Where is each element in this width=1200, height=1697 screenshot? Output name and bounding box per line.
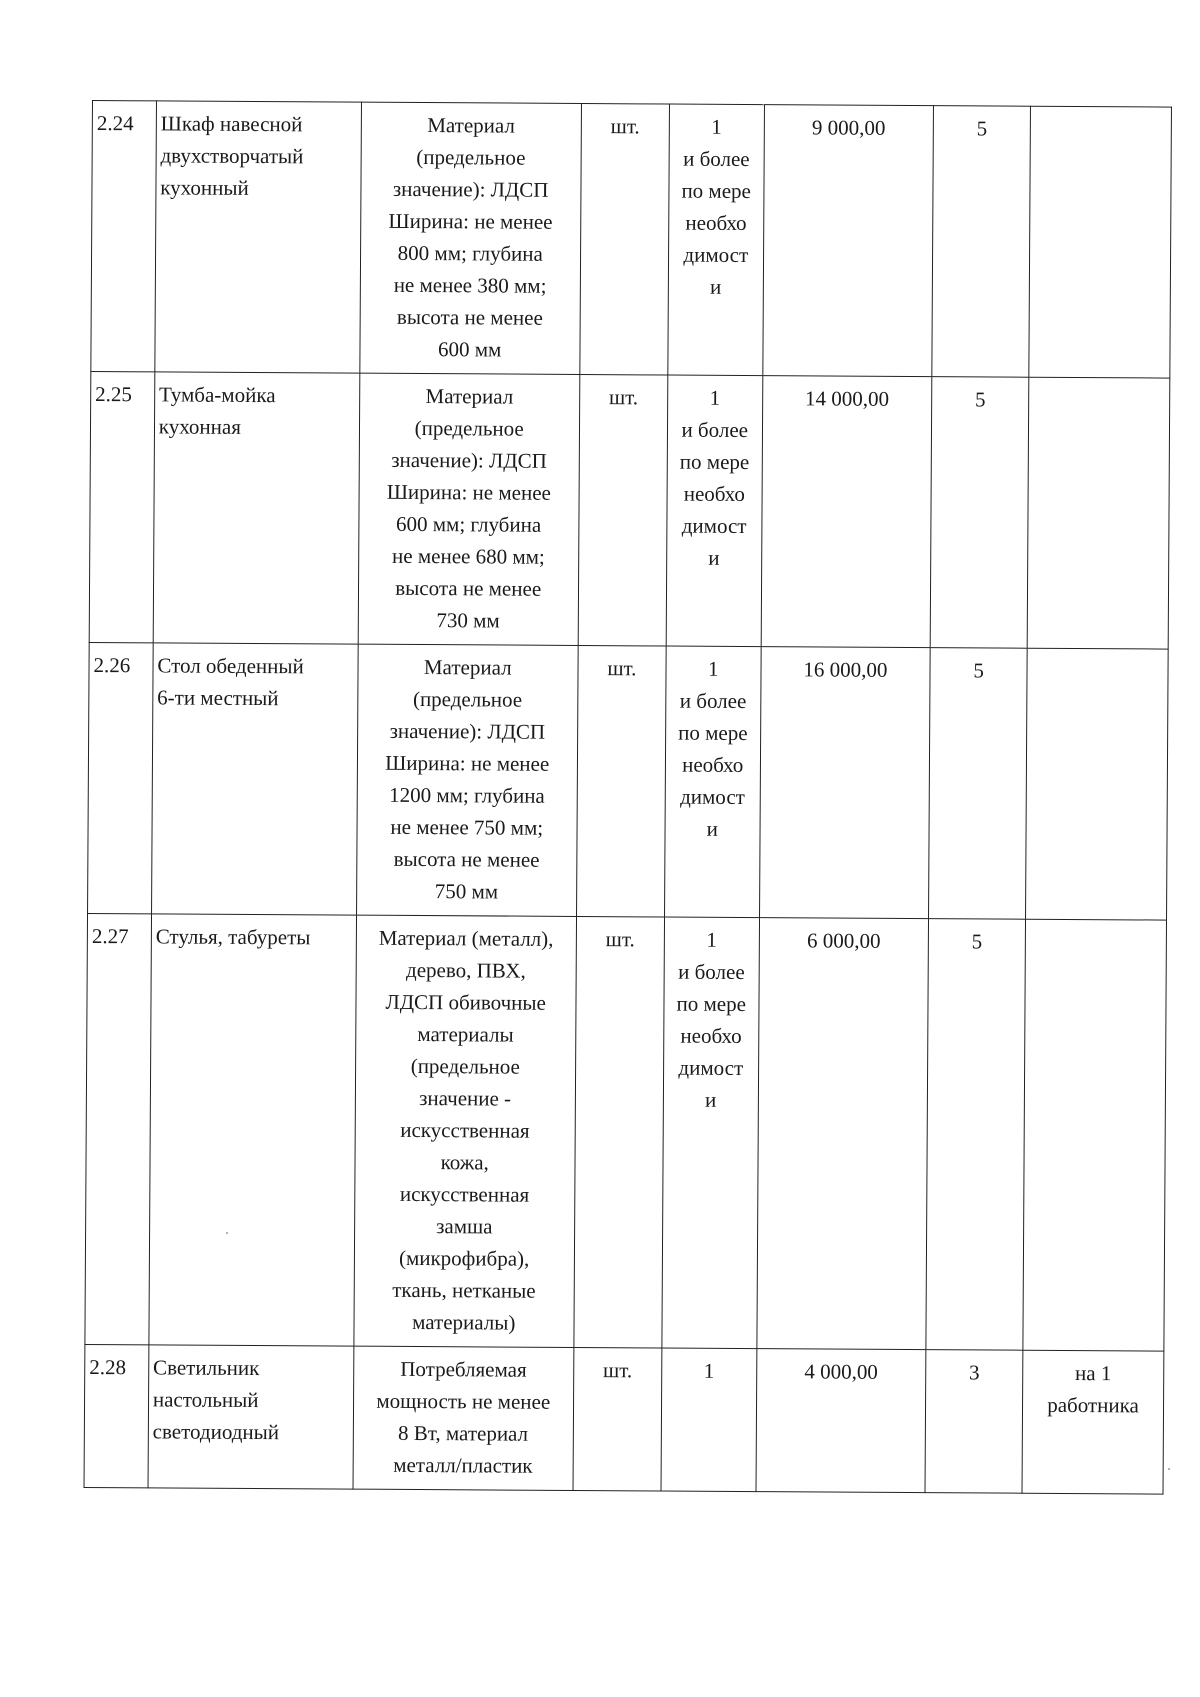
- quantity-line: 1: [709, 385, 721, 410]
- item-name-line: кухонный: [160, 175, 249, 200]
- item-number-cell: [85, 913, 151, 1344]
- table-row: [91, 101, 1172, 379]
- item-name-line: Тумба-мойка: [158, 382, 276, 408]
- quantity-cell: [666, 375, 762, 647]
- item-description-line: 600 мм: [437, 337, 502, 362]
- table-row: [88, 642, 1169, 920]
- item-description-cell: [354, 915, 577, 1347]
- quantity-line: необхо: [682, 752, 744, 777]
- item-description-line: 8 Вт, материал: [398, 1420, 529, 1446]
- quantity-line: и: [708, 545, 720, 570]
- item-number-text: 2.26: [93, 653, 131, 678]
- note-line: на 1: [1075, 1361, 1112, 1386]
- item-description-line: замша: [436, 1214, 493, 1239]
- item-description-cell: [353, 1346, 574, 1490]
- unit-text: шт.: [607, 656, 637, 681]
- item-description-line: Потребляемая: [400, 1356, 527, 1382]
- unit-text: шт.: [605, 927, 635, 952]
- item-number-cell: [91, 101, 156, 372]
- note-cell: [1023, 919, 1167, 1351]
- item-name-line: Шкаф навесной: [160, 111, 303, 137]
- price-cell: [761, 376, 932, 648]
- quantity-line: необхо: [683, 481, 746, 506]
- specification-table: [84, 100, 1172, 1495]
- item-description-line: значение): ЛДСП: [389, 718, 546, 744]
- quantity-line: 1: [711, 114, 722, 139]
- price-text: 14 000,00: [804, 386, 890, 411]
- quantity-line: необхо: [685, 210, 747, 236]
- item-number-cell: [88, 642, 153, 913]
- quantity-line: и более: [678, 959, 745, 985]
- unit-cell: [573, 1347, 662, 1491]
- item-description-line: (предельное: [410, 1053, 520, 1079]
- item-description-line: не менее 680 мм;: [392, 543, 545, 569]
- quantity-line: по мере: [676, 991, 747, 1017]
- item-name-cell: [149, 914, 356, 1346]
- item-description-line: (предельное: [414, 415, 524, 441]
- item-description-line: высота не менее: [395, 575, 542, 601]
- service-term-cell: [926, 919, 1026, 1351]
- quantity-line: и более: [681, 417, 749, 443]
- note-cell: [1027, 377, 1170, 649]
- unit-cell: [578, 374, 668, 646]
- price-text: 4 000,00: [804, 1359, 878, 1384]
- item-description-line: значение): ЛДСП: [392, 176, 549, 202]
- scan-speck: [226, 1232, 228, 1234]
- service-term-cell: [930, 377, 1029, 649]
- item-description-line: (микрофибра),: [398, 1245, 530, 1271]
- item-description-line: металл/пластик: [393, 1452, 533, 1478]
- service-term-cell: [932, 106, 1031, 378]
- item-description-line: мощность не менее: [376, 1388, 551, 1414]
- price-text: 16 000,00: [803, 657, 888, 682]
- item-description-line: Материал: [423, 655, 512, 680]
- item-number-cell: [89, 371, 154, 642]
- item-description-line: 730 мм: [436, 608, 500, 633]
- item-description-cell: [356, 644, 578, 916]
- item-description-line: 1200 мм; глубина: [389, 782, 545, 808]
- price-cell: [762, 105, 933, 377]
- item-description-line: материалы): [412, 1309, 516, 1335]
- item-number-text: 2.25: [95, 382, 133, 407]
- table-body: [84, 101, 1171, 1495]
- price-cell: [756, 1349, 926, 1493]
- item-number-text: 2.24: [96, 111, 134, 136]
- service-term-text: 5: [973, 658, 984, 683]
- item-description-line: высота не менее: [393, 846, 540, 872]
- service-term-text: 5: [976, 116, 988, 141]
- item-description-line: Материал: [425, 384, 514, 409]
- quantity-line: 1: [707, 656, 719, 681]
- quantity-line: и более: [679, 688, 747, 714]
- service-term-text: 3: [968, 1360, 980, 1385]
- quantity-cell: [664, 646, 760, 918]
- item-description-line: не менее 750 мм;: [390, 814, 544, 840]
- item-name-cell: [153, 372, 359, 644]
- quantity-line: и более: [683, 146, 750, 172]
- item-description-line: Ширина: не менее: [388, 208, 553, 234]
- price-cell: [759, 647, 930, 919]
- quantity-line: и: [704, 1087, 717, 1112]
- item-description-line: дерево, ПВХ,: [406, 957, 526, 983]
- price-text: 6 000,00: [806, 928, 881, 953]
- item-name-line: Светильник: [153, 1355, 260, 1381]
- item-description-line: (предельное: [412, 686, 523, 712]
- item-description-line: 600 мм; глубина: [395, 511, 542, 537]
- item-name-line: Стулья, табуреты: [155, 924, 311, 950]
- table-row: [85, 913, 1167, 1351]
- note-cell: [1029, 106, 1172, 378]
- item-name-line: 6-ти местный: [157, 685, 279, 711]
- unit-text: шт.: [608, 385, 639, 410]
- quantity-cell: [661, 1348, 757, 1492]
- item-name-line: Стол обеденный: [157, 653, 304, 679]
- quantity-line: димост: [683, 242, 749, 268]
- quantity-line: димост: [680, 784, 745, 810]
- unit-cell: [580, 103, 670, 375]
- item-description-line: не менее 380 мм;: [393, 272, 547, 298]
- quantity-line: 1: [706, 927, 717, 952]
- quantity-cell: [662, 917, 759, 1349]
- item-name-line: кухонная: [158, 414, 241, 439]
- table-row: [84, 1344, 1164, 1494]
- item-description-line: ЛДСП обивочные: [385, 989, 546, 1015]
- item-description-line: искусственная: [400, 1117, 530, 1143]
- service-term-cell: [925, 1350, 1023, 1494]
- item-name-cell: [151, 643, 357, 915]
- item-description-cell: [359, 102, 581, 374]
- item-name-line: настольный: [152, 1387, 259, 1413]
- scan-speck: [1168, 1468, 1170, 1470]
- quantity-line: димост: [678, 1055, 744, 1080]
- service-term-cell: [929, 648, 1028, 920]
- item-description-line: искусственная: [399, 1181, 530, 1207]
- item-description-line: Ширина: не менее: [385, 750, 550, 776]
- quantity-line: по мере: [679, 449, 750, 475]
- unit-text: шт.: [603, 1358, 633, 1383]
- quantity-line: и: [709, 274, 722, 299]
- item-description-line: значение -: [419, 1086, 512, 1111]
- item-description-cell: [358, 373, 580, 645]
- item-name-line: двухстворчатый: [160, 143, 304, 169]
- item-description-line: 750 мм: [434, 879, 499, 904]
- service-term-text: 5: [971, 929, 983, 954]
- item-name-cell: [155, 101, 361, 373]
- item-number-text: 2.27: [91, 924, 129, 949]
- item-description-line: значение): ЛДСП: [391, 447, 547, 473]
- item-description-line: Материал (металл),: [378, 925, 554, 951]
- item-name-cell: [148, 1345, 354, 1489]
- item-description-line: ткань, нетканые: [392, 1277, 536, 1303]
- note-cell: [1022, 1350, 1164, 1494]
- unit-text: шт.: [610, 114, 640, 139]
- note-line: работника: [1047, 1392, 1139, 1418]
- item-name-line: светодиодный: [152, 1419, 280, 1445]
- service-term-text: 5: [974, 387, 986, 412]
- quantity-line: и: [706, 816, 719, 841]
- note-cell: [1026, 648, 1169, 920]
- item-description-line: Материал: [427, 113, 515, 138]
- item-description-line: 800 мм; глубина: [397, 240, 543, 266]
- item-description-line: кожа,: [440, 1150, 489, 1175]
- quantity-line: 1: [703, 1358, 715, 1383]
- item-number-text: 2.28: [89, 1355, 127, 1380]
- quantity-line: димост: [681, 513, 747, 539]
- item-description-line: высота не менее: [396, 304, 543, 330]
- price-text: 9 000,00: [811, 115, 886, 140]
- quantity-line: по мере: [678, 720, 748, 746]
- item-description-line: (предельное: [416, 144, 526, 170]
- item-number-cell: [84, 1344, 149, 1487]
- unit-cell: [574, 916, 665, 1348]
- quantity-cell: [668, 104, 764, 376]
- table-row: [89, 371, 1170, 649]
- unit-cell: [576, 645, 666, 917]
- quantity-line: необхо: [680, 1023, 742, 1048]
- quantity-line: по мере: [681, 178, 751, 204]
- item-description-line: материалы: [417, 1022, 514, 1047]
- item-description-line: Ширина: не менее: [386, 479, 551, 505]
- price-cell: [756, 918, 928, 1350]
